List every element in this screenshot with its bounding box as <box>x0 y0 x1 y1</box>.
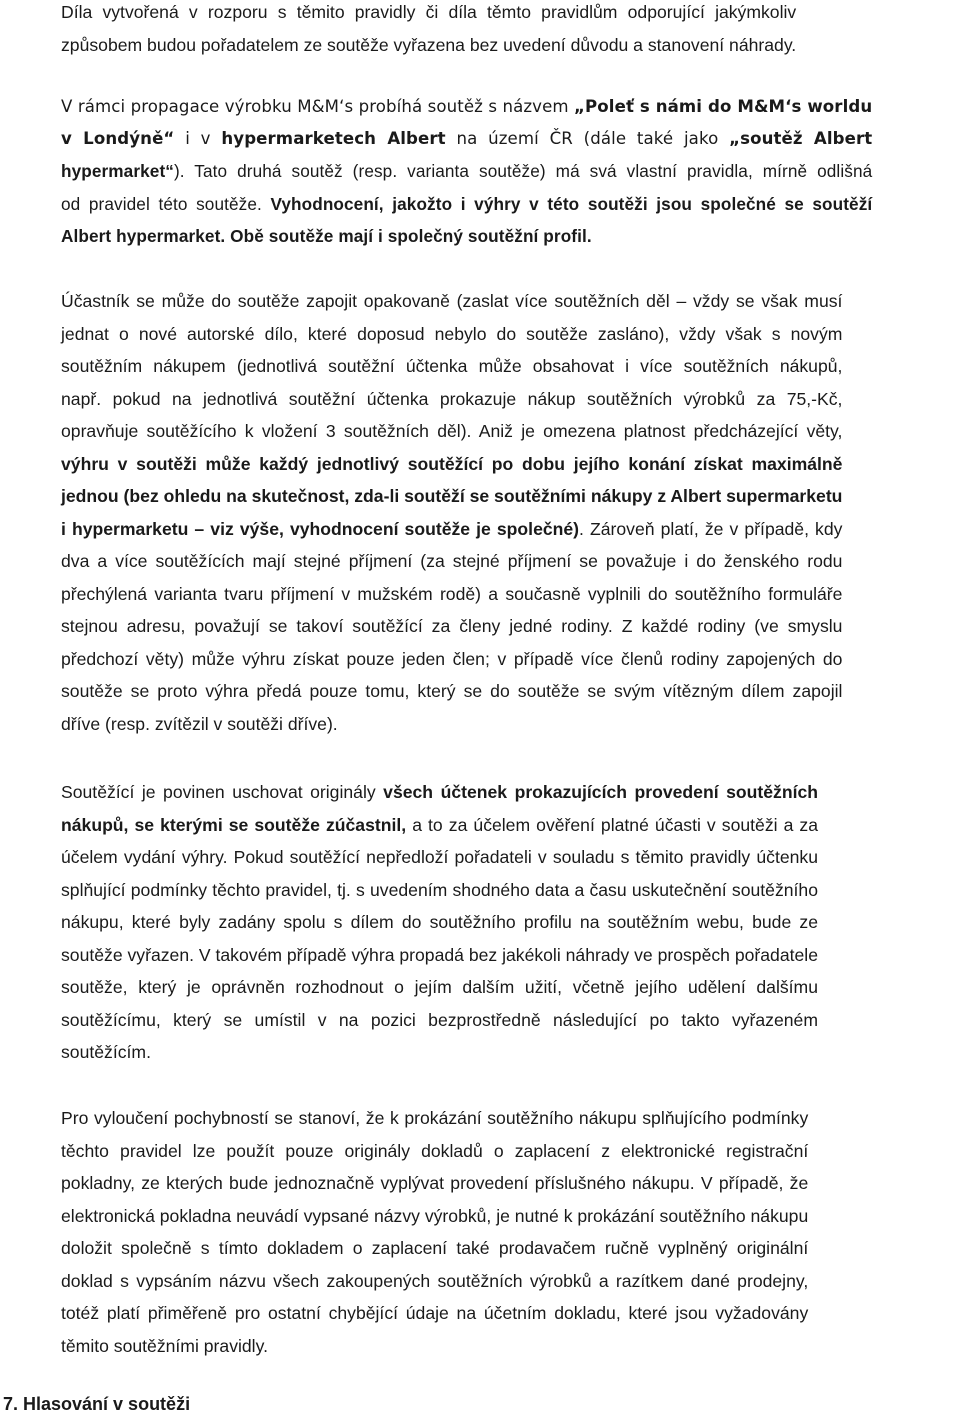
text-line: pokladny, ze kterých bude jednoznačně vyplývat provedení příslušného nákupu. V případě, že <box>61 1173 809 1193</box>
text-line: způsobem budou pořadatelem ze soutěže vyřazena bez uvedení důvodu a stanovení náhrady. <box>61 34 797 55</box>
text-line: např. pokud na jednotlivá soutěžní účtenka prokazuje nákup soutěžních výrobků za 75,-Kč, <box>61 388 843 409</box>
text-line: hypermarket“). Tato druhá soutěž (resp. varianta soutěže) má svá vlastní pravidla, mírně odlišná <box>61 161 873 182</box>
text-line: jednou (bez ohledu na skutečnost, zda-li soutěží se soutěžními nákupy z Albert supermarketu <box>61 486 843 506</box>
text-line: dříve (resp. zvítězil v soutěži dříve). <box>61 713 338 734</box>
text-line: V rámci propagace výrobku M&M‘s probíhá soutěž s názvem „Poleť s námi do M&M‘s worldu <box>61 97 873 116</box>
text-line: i hypermarketu – viz výše, vyhodnocení soutěže je společné). Zároveň platí, že v případě, kdy <box>61 518 843 539</box>
text-line: těchto pravidel lze použít pouze originály dokladů o zaplacení z elektronické registrační <box>61 1140 809 1161</box>
text-line: doložit společně s tímto dokladem o zaplacení také prodavačem ručně vyplněný originální <box>61 1238 809 1258</box>
text-line: soutěžícímu, který se umístil v na pozici bezprostředně následující po takto vyřazeném <box>61 1009 818 1030</box>
text-line: Účastník se může do soutěže zapojit opakovaně (zaslat více soutěžních děl – vždy se však musí <box>61 291 843 311</box>
receipts-paragraph <box>61 776 818 1069</box>
text-line: nákupu, které byly zadány spolu s dílem do soutěžního profilu na soutěžním webu, bude ze <box>61 912 818 932</box>
text-line: soutěže se proto výhra předá pouze tomu, který se do soutěže se svým vítězným dílem zapojil <box>61 681 843 701</box>
text-line: těmito soutěžními pravidly. <box>61 1335 268 1356</box>
text-line: dva a více soutěžících mají stejné příjmení (za stejné příjmení se považuje i do ženského rodu <box>61 551 843 571</box>
proof-of-purchase-paragraph <box>61 1102 808 1362</box>
text-line: soutěže vyřazen. V takovém případě výhra propadá bez jakékoli náhrady ve prospěch pořadatele <box>61 944 818 965</box>
text-line: nákupů, se kterými se soutěže zúčastnil, a to za účelem ověření platné účasti v soutěži a za <box>61 814 819 835</box>
intro-paragraph <box>61 0 796 61</box>
text-line: opravňuje soutěžícího k vložení 3 soutěžních děl). Aniž je omezena platnost předcházející věty, <box>61 421 843 441</box>
text-line: splňující podmínky těchto pravidel, tj. s uvedením shodného data a času uskutečnění soutěžního <box>61 879 818 900</box>
text-line: doklad s vypsáním názvu všech zakoupených soutěžních výrobků a razítkem dané prodejny, <box>61 1270 809 1291</box>
text-line: elektronická pokladna neuvádí vypsané názvy výrobků, je nutné k prokázání soutěžního nákupu <box>61 1205 809 1226</box>
repeat-participation-paragraph <box>61 285 842 740</box>
text-line: předchozí věty) může výhru získat pouze jeden člen; v případě více členů rodiny zapojených do <box>61 648 843 669</box>
albert-competition-paragraph <box>61 91 872 252</box>
text-line: Díla vytvořená v rozporu s těmito pravidly či díla těmto pravidlům odporující jakýmkoliv <box>61 2 797 22</box>
text-line: soutěže, který je oprávněn rozhodnout o jejím dalším užití, včetně jejího udělení dalšímu <box>61 977 818 997</box>
text-line: přechýlená varianta tvaru příjmení v mužském rodě) a současně vyplnili do soutěžního formuláře <box>61 583 843 604</box>
text-line: Albert hypermarket. Obě soutěže mají i společný soutěžní profil. <box>61 225 592 246</box>
text-line: od pravidel této soutěže. Vyhodnocení, jakožto i výhry v této soutěži jsou společné se soutěží <box>61 193 873 214</box>
text-line: Soutěžící je povinen uschovat originály všech účtenek prokazujících provedení soutěžních <box>61 782 818 802</box>
text-line: Pro vyloučení pochybností se stanoví, že k prokázání soutěžního nákupu splňujícího podmínky <box>61 1108 809 1128</box>
text-line: stejnou adresu, považují se takoví soutěžící za členy jedné rodiny. Z každé rodiny (ve smyslu <box>61 616 843 636</box>
text-line: soutěžním nákupem (jednotlivá soutěžní účtenka může obsahovat i více soutěžních nákupů, <box>61 356 843 376</box>
text-line: jednat o nové autorské dílo, které doposud nebylo do soutěže zasláno), vždy však s novým <box>61 323 843 344</box>
text-line: výhru v soutěži může každý jednotlivý soutěžící po dobu jejího konání získat maximálně <box>61 453 843 474</box>
text-line: účelem vydání výhry. Pokud soutěžící nepředloží pořadateli v souladu s těmito pravidly účtenku <box>61 847 818 867</box>
text-line: soutěžícím. <box>61 1042 151 1062</box>
section-heading: 7. Hlasování v soutěži <box>3 1394 191 1414</box>
text-line: v Londýně“ i v hypermarketech Albert na území ČR (dále také jako „soutěž Albert <box>61 129 873 149</box>
text-line: totéž platí přiměřeně pro ostatní chybějící údaje na účetním dokladu, které jsou vyžadovány <box>61 1303 809 1323</box>
